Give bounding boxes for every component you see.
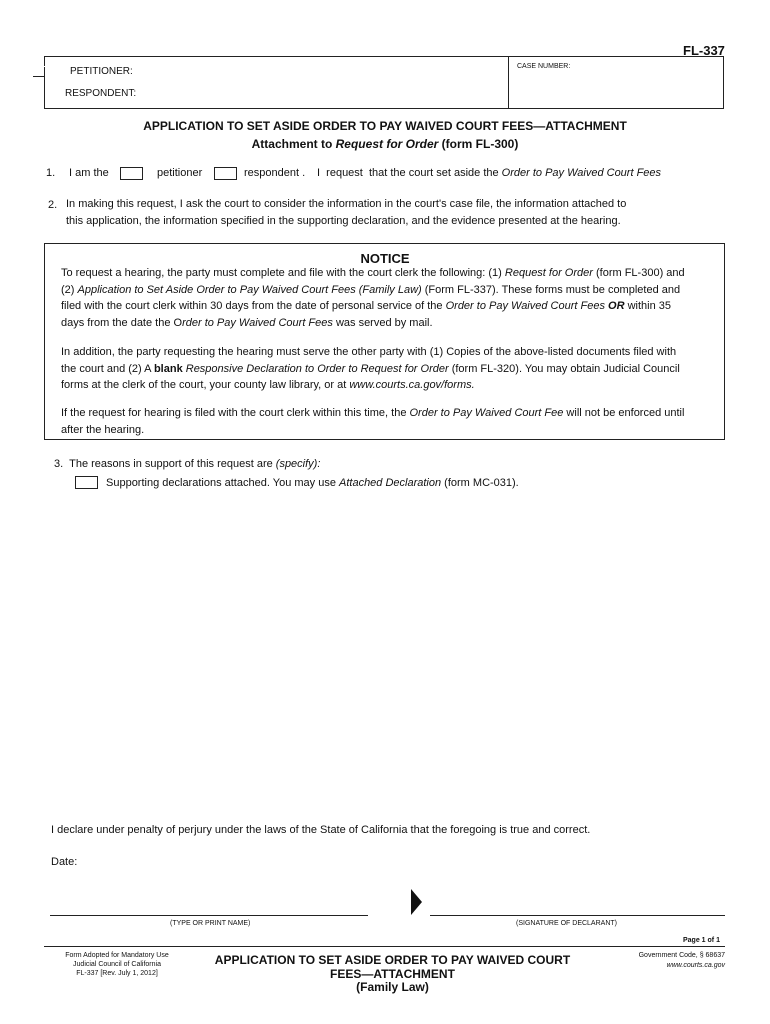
caption-divider <box>508 56 509 109</box>
case-number-label: CASE NUMBER: <box>517 63 571 70</box>
print-name-field[interactable] <box>50 895 368 913</box>
notice-paragraph-2: In addition, the party requesting the hearing must serve the other party with (1) Copies of the above-listed documents filed with the court and (2) A blank Responsive Declaration to Order to Request for Order (form FL-320). You may obtain Judicial Council forms at the clerk of the court, your county law library, or at www.courts.ca.gov/forms. <box>61 346 680 391</box>
footer-rule <box>44 946 725 947</box>
type-name-label: (TYPE OR PRINT NAME) <box>170 920 251 927</box>
petitioner-label: PETITIONER: <box>70 66 133 77</box>
signature-line <box>430 915 725 916</box>
declaration-text: I declare under penalty of perjury under the laws of the State of California that the foregoing is true and correct. <box>51 824 591 836</box>
form-adopted-block: Form Adopted for Mandatory Use Judicial Council of California FL-337 [Rev. July 1, 2012] <box>65 952 169 977</box>
form-subtitle: Attachment to Request for Order (form FL-300) <box>251 137 519 151</box>
supporting-declarations-checkbox[interactable] <box>75 476 98 489</box>
item1-number: 1. <box>46 167 56 179</box>
caption-tick <box>33 76 44 77</box>
caption-notch <box>44 66 56 67</box>
item2-number: 2. <box>48 199 58 211</box>
item2-text: In making this request, I ask the court to consider the information in the court's case file, the information attached to this application, the information specified in the supporting declaration, and the evidence presented at the hearing. <box>66 198 627 227</box>
item1-i-am-the: I am the <box>69 167 109 179</box>
print-name-line <box>50 915 368 916</box>
notice-paragraph-3: If the request for hearing is filed with the court clerk within this time, the Order to Pay Waived Court Fee will not be enforced until after the hearing. <box>61 407 685 436</box>
case-number-field[interactable] <box>512 74 720 104</box>
page-number: Page 1 of 1 <box>683 937 720 944</box>
signature-arrow-icon <box>411 889 422 915</box>
footer-citation: Government Code, § 68637 www.courts.ca.gov <box>638 952 725 969</box>
footer-title: APPLICATION TO SET ASIDE ORDER TO PAY WAIVED COURT FEES—ATTACHMENT (Family Law) <box>214 953 571 994</box>
respondent-label: RESPONDENT: <box>65 88 137 99</box>
form-number: FL-337 <box>683 43 725 58</box>
petitioner-checkbox[interactable] <box>120 167 143 180</box>
date-label: Date: <box>51 856 78 868</box>
notice-heading: NOTICE <box>360 251 410 266</box>
item1-request-text: I request that the court set aside the Order to Pay Waived Court Fees <box>317 167 662 179</box>
petitioner-field[interactable] <box>150 64 500 80</box>
item3-text: 3. The reasons in support of this request are (specify): <box>54 458 321 470</box>
respondent-field[interactable] <box>150 86 500 102</box>
petitioner-option-label: petitioner <box>157 167 203 179</box>
reasons-field[interactable] <box>52 496 722 806</box>
supporting-declarations-label: Supporting declarations attached. You may use Attached Declaration (form MC-031). <box>106 477 519 489</box>
respondent-checkbox[interactable] <box>214 167 237 180</box>
signature-field[interactable] <box>430 895 725 913</box>
signature-label: (SIGNATURE OF DECLARANT) <box>516 920 617 927</box>
form-title: APPLICATION TO SET ASIDE ORDER TO PAY WAIVED COURT FEES—ATTACHMENT <box>143 119 627 133</box>
date-field[interactable] <box>84 853 334 869</box>
respondent-option-label: respondent . <box>244 167 306 179</box>
notice-paragraph-1: To request a hearing, the party must complete and file with the court clerk the following: (1) Request for Order (form FL-300) and (2) Application to Set Aside Order to Pay Waived Court Fees (Family Law) (Form FL-337). These forms must be completed and filed with the court clerk within 30 days from the date of personal service of the Order to Pay Waived Court Fees OR within 35 days from the date the Order to Pay Waived Court Fees was served by mail. <box>61 267 685 329</box>
